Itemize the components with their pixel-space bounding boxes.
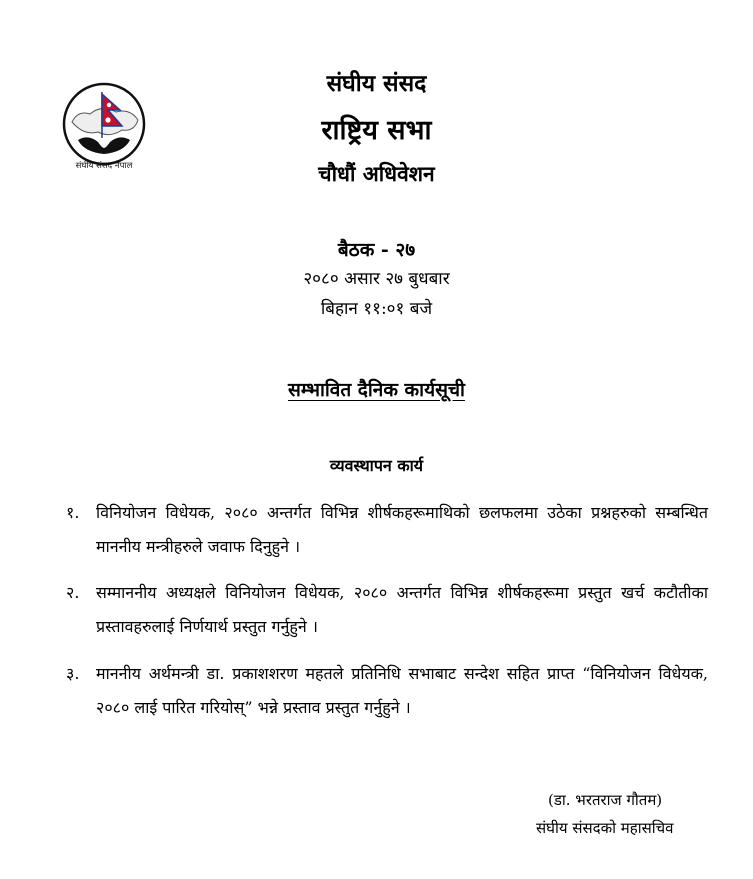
agenda-item-text: विनियोजन विधेयक, २०८० अन्तर्गत विभिन्न शीर्षकहरूमाथिको छलफलमा उठेका प्रश्नहरुको सम्बन्धित माननीय मन्त्रीहरुले जवाफ दिनुहुने । (96, 503, 708, 556)
agenda-item-number: १. (66, 503, 80, 522)
meeting-time: बिहान ११:०१ बजे (320, 299, 433, 319)
header-line-1: संघीय संसद (326, 70, 427, 97)
signatory-title: संघीय संसदको महासचिव (536, 819, 674, 837)
meeting-number: बैठक - २७ (337, 239, 416, 261)
agenda-item-text: माननीय अर्थमन्त्री डा. प्रकाशशरण महतले प्रतिनिधि सभाबाट सन्देश सहित प्राप्त “विनियोजन विधेयक, २०८० लाई पारित गरियोस्” भन्ने प्रस्ताव प्रस्तुत गर्नुहुने । (96, 664, 708, 717)
header-line-2: राष्ट्रिय सभा (321, 115, 432, 146)
agenda-item (66, 496, 708, 564)
agenda-item (66, 657, 708, 725)
meeting-date: २०८० असार २७ बुधबार (303, 269, 450, 289)
agenda-section: व्यवस्थापन कार्य (329, 456, 424, 475)
agenda-title (0, 376, 753, 402)
header-line-3: चौधौं अधिवेशन (318, 161, 435, 186)
agenda-item-text: सम्माननीय अध्यक्षले विनियोजन विधेयक, २०८० अन्तर्गत विभिन्न शीर्षकहरूमा प्रस्तुत खर्च कटौतीका प्रस्तावहरुलाई निर्णयार्थ प्रस्तुत गर्नुहुने । (96, 583, 708, 636)
logo-text: संघीय संसद नेपाल (75, 161, 133, 171)
agenda-item-number: ३. (66, 664, 80, 683)
agenda-item (66, 576, 708, 644)
agenda-item-number: २. (66, 583, 80, 602)
agenda-title-text: सम्भावित दैनिक कार्यसूची (288, 379, 465, 401)
signatory-name: (डा. भरतराज गौतम) (548, 791, 663, 809)
